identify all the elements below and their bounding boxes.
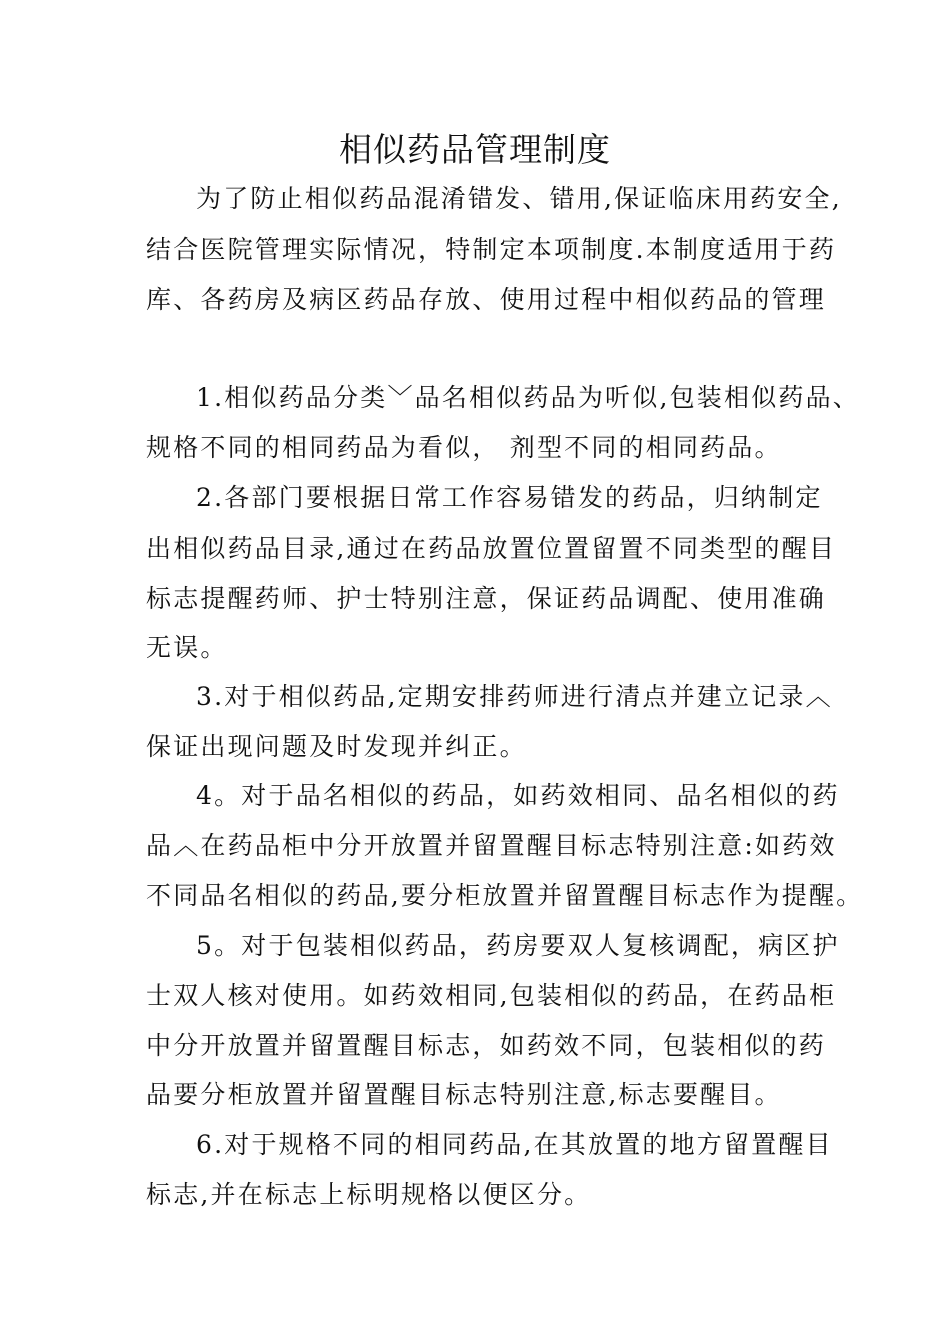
text-line: 2.各部门要根据日常工作容易错发的药品，归纳制定: [196, 483, 823, 512]
text-line: 4。对于品名相似的药品，如药效相同、品名相似的药: [196, 781, 840, 810]
text-line: 标志提醒药师、护士特别注意，保证药品调配、使用准确: [146, 584, 827, 613]
text-line: 出相似药品目录,通过在药品放置位置留置不同类型的醒目: [146, 534, 837, 563]
text-line: 中分开放置并留置醒目标志，如药效不同，包装相似的药: [146, 1031, 827, 1060]
text-line: 5。对于包装相似药品，药房要双人复核调配，病区护: [196, 931, 840, 960]
text-line: 品︿在药品柜中分开放置并留置醒目标志特别注意:如药效: [146, 831, 837, 860]
text-line: 1.相似药品分类﹀品名相似药品为听似,包装相似药品、: [196, 383, 861, 412]
text-line: 库、各药房及病区药品存放、使用过程中相似药品的管理: [146, 285, 827, 314]
text-line: 标志,并在标志上标明规格以便区分。: [146, 1180, 592, 1209]
text-line: 3.对于相似药品,定期安排药师进行清点并建立记录︿: [196, 682, 833, 711]
text-line: 规格不同的相同药品为看似， 剂型不同的相同药品。: [146, 433, 782, 462]
text-line: 保证出现问题及时发现并纠正。: [146, 732, 527, 761]
document-title: 相似药品管理制度: [339, 130, 611, 169]
text-line: 6.对于规格不同的相同药品,在其放置的地方留置醒目: [196, 1130, 833, 1159]
text-line: 士双人核对使用。如药效相同,包装相似的药品，在药品柜: [146, 981, 837, 1010]
text-line: 品要分柜放置并留置醒目标志特别注意,标志要醒目。: [146, 1080, 782, 1109]
text-line: 结合医院管理实际情况，特制定本项制度.本制度适用于药: [146, 235, 837, 264]
text-line: 为了防止相似药品混淆错发、错用,保证临床用药安全,: [196, 184, 842, 213]
text-line: 不同品名相似的药品,要分柜放置并留置醒目标志作为提醒。: [146, 881, 864, 910]
text-line: 无误。: [146, 633, 228, 662]
